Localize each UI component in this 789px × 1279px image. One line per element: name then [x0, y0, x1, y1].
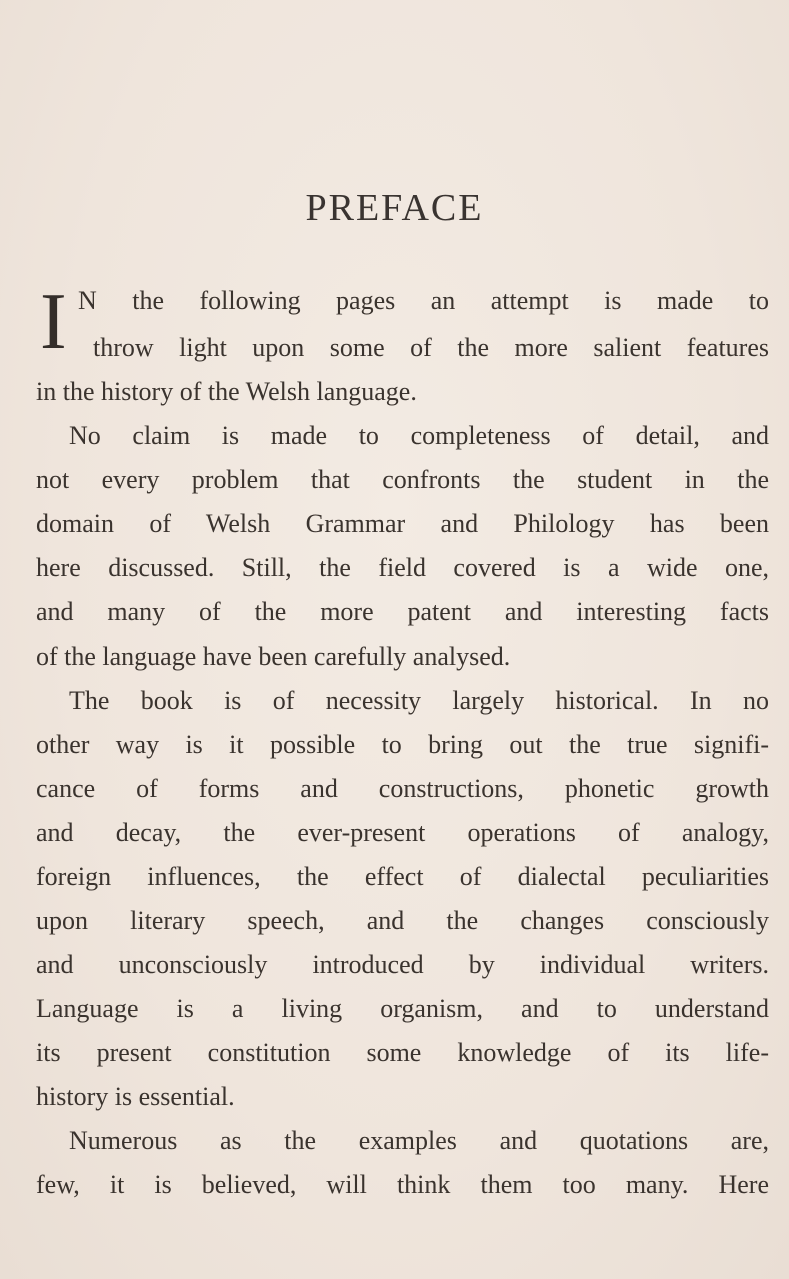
text-line: domain of Welsh Grammar and Philology has been	[36, 509, 769, 538]
text-line: foreign influences, the effect of dialectal peculiarities	[36, 862, 769, 891]
drop-cap: I	[40, 278, 67, 366]
text-line: and unconsciously introduced by individual writers.	[36, 950, 769, 979]
text-line: No claim is made to completeness of detail, and	[69, 421, 769, 450]
text-line: Language is a living organism, and to understand	[36, 994, 769, 1023]
text-line: Numerous as the examples and quotations are,	[69, 1126, 769, 1155]
text-line: its present constitution some knowledge of its life-	[36, 1038, 769, 1067]
page-title: PREFACE	[305, 187, 484, 229]
text-line: and many of the more patent and interesting facts	[36, 597, 769, 626]
text-line: and decay, the ever-present operations of analogy,	[36, 818, 769, 847]
text-line: throw light upon some of the more salient features	[93, 333, 769, 362]
text-line: other way is it possible to bring out the true signifi-	[36, 730, 769, 759]
text-line: of the language have been carefully analysed.	[36, 642, 511, 671]
text-line: here discussed. Still, the field covered is a wide one,	[36, 553, 769, 582]
text-line: history is essential.	[36, 1082, 235, 1111]
text-line: cance of forms and constructions, phonetic growth	[36, 774, 769, 803]
text-line: few, it is believed, will think them too many. Here	[36, 1170, 769, 1199]
text-line: in the history of the Welsh language.	[36, 377, 417, 406]
text-line: upon literary speech, and the changes consciously	[36, 906, 769, 935]
text-line: The book is of necessity largely historical. In no	[69, 686, 769, 715]
text-line: not every problem that confronts the student in the	[36, 465, 769, 494]
text-line: N the following pages an attempt is made to	[78, 286, 769, 315]
